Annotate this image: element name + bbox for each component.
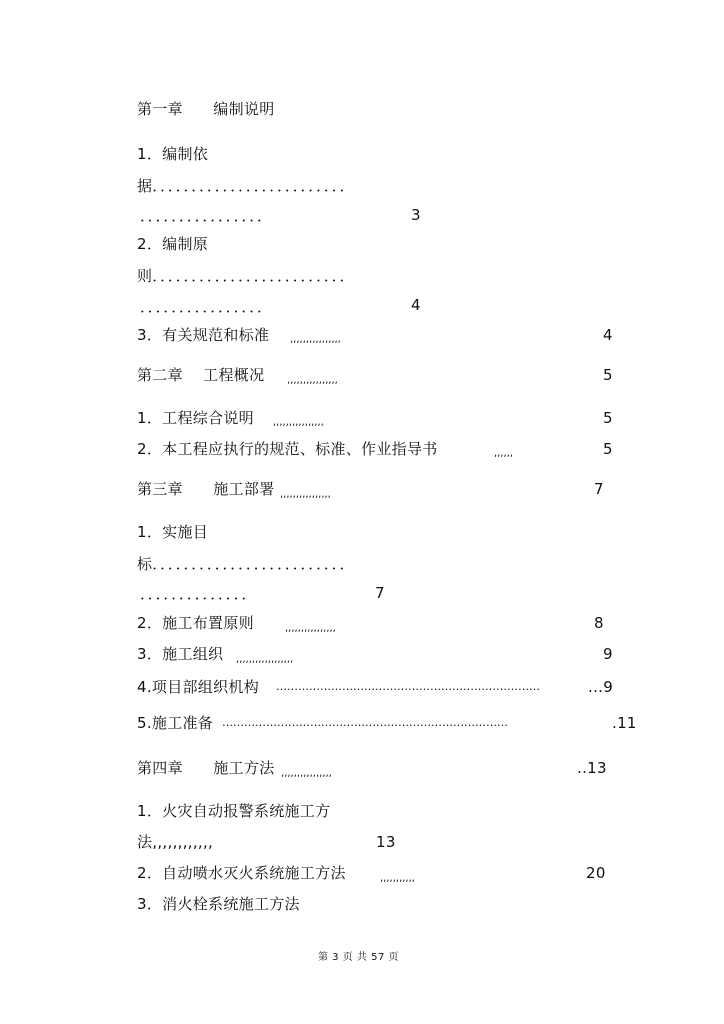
toc-entry-12-leader: ,,,,,,,,,,, — [380, 873, 415, 884]
toc-entry-7-leader: ,,,,,,,,,,,,,,,, — [285, 623, 336, 634]
toc-entry-13-text: 3．消火栓系统施工方法 — [137, 895, 300, 913]
chapter-1-title: 第一章 编制说明 — [137, 100, 275, 118]
chapter-4-title: 第四章 施工方法 — [137, 759, 275, 777]
toc-entry-11-page: 13 — [376, 833, 396, 851]
toc-entry-2-page: 4 — [411, 296, 421, 314]
toc-entry-4-text: 1．工程综合说明 — [137, 409, 254, 427]
toc-entry-11-line-1: 1．火灾自动报警系统施工方 — [137, 802, 331, 820]
toc-entry-4-leader: ,,,,,,,,,,,,,,,, — [273, 417, 324, 428]
chapter-3-title: 第三章 施工部署 — [137, 480, 275, 498]
toc-entry-5-page: 5 — [603, 440, 613, 458]
toc-entry-4-page: 5 — [603, 409, 613, 427]
toc-entry-10-page: .11 — [612, 714, 637, 732]
toc-entry-12-page: 20 — [586, 864, 606, 882]
toc-entry-1-line-1: 1．编制依 — [137, 145, 209, 163]
toc-entry-3-text: 3．有关规范和标准 — [137, 326, 270, 344]
toc-entry-12-text: 2．自动喷水灭火系统施工方法 — [137, 864, 346, 882]
toc-entry-1-line-2: 据．．．．．．．．．．．．．．．．．．．．．．．．． — [137, 177, 355, 195]
toc-entry-2-line-1: 2．编制原 — [137, 235, 209, 253]
chapter-2-page: 5 — [603, 366, 613, 384]
chapter-2-leader: ,,,,,,,,,,,,,,,, — [287, 375, 338, 386]
chapter-3-page: 7 — [594, 480, 604, 498]
toc-entry-3-leader: ,,,,,,,,,,,,,,,, — [290, 334, 341, 345]
toc-entry-9-leader: ……………………………………………………………… — [276, 680, 540, 693]
toc-entry-11-line-2: 法,,,,,,,,,,,, — [137, 833, 214, 851]
toc-entry-2-line-2: 则．．．．．．．．．．．．．．．．．．．．．．．．． — [137, 267, 355, 285]
toc-entry-6-line-2: 标．．．．．．．．．．．．．．．．．．．．．．．．． — [137, 555, 355, 573]
toc-entry-2-line-3: ．．．．．．．．．．．．．．．． — [140, 298, 273, 316]
toc-entry-7-text: 2．施工布置原则 — [137, 614, 254, 632]
chapter-4-leader: ,,,,,,,,,,,,,,,, — [281, 768, 332, 779]
toc-entry-10-text: 5.施工准备 — [137, 714, 214, 732]
toc-entry-6-line-3: ．．．．．．．．．．．．．． — [140, 585, 257, 603]
toc-entry-5-leader: ,,,,,, — [494, 448, 514, 459]
toc-entry-10-leader: …………………………………………………………………… — [222, 716, 508, 729]
chapter-2-title: 第二章 工程概况 — [137, 366, 265, 384]
toc-entry-9-text: 4.项目部组织机构 — [137, 678, 260, 696]
toc-entry-8-text: 3．施工组织 — [137, 645, 224, 663]
toc-entry-9-page: ...9 — [588, 678, 614, 696]
toc-entry-1-page: 3 — [411, 206, 421, 224]
toc-entry-7-page: 8 — [594, 614, 604, 632]
chapter-3-leader: ,,,,,,,,,,,,,,,, — [280, 489, 331, 500]
toc-entry-5-text: 2．本工程应执行的规范、标准、作业指导书 — [137, 440, 438, 458]
toc-entry-1-line-3: ．．．．．．．．．．．．．．．． — [140, 207, 273, 225]
toc-entry-3-page: 4 — [603, 326, 613, 344]
toc-entry-6-line-1: 1．实施目 — [137, 523, 209, 541]
toc-entry-6-page: 7 — [375, 584, 385, 602]
toc-entry-8-leader: ,,,,,,,,,,,,,,,,,, — [236, 654, 294, 665]
toc-entry-8-page: 9 — [603, 645, 613, 663]
page-footer: 第 3 页 共 57 页 — [318, 952, 399, 963]
chapter-4-page: ..13 — [577, 759, 607, 777]
